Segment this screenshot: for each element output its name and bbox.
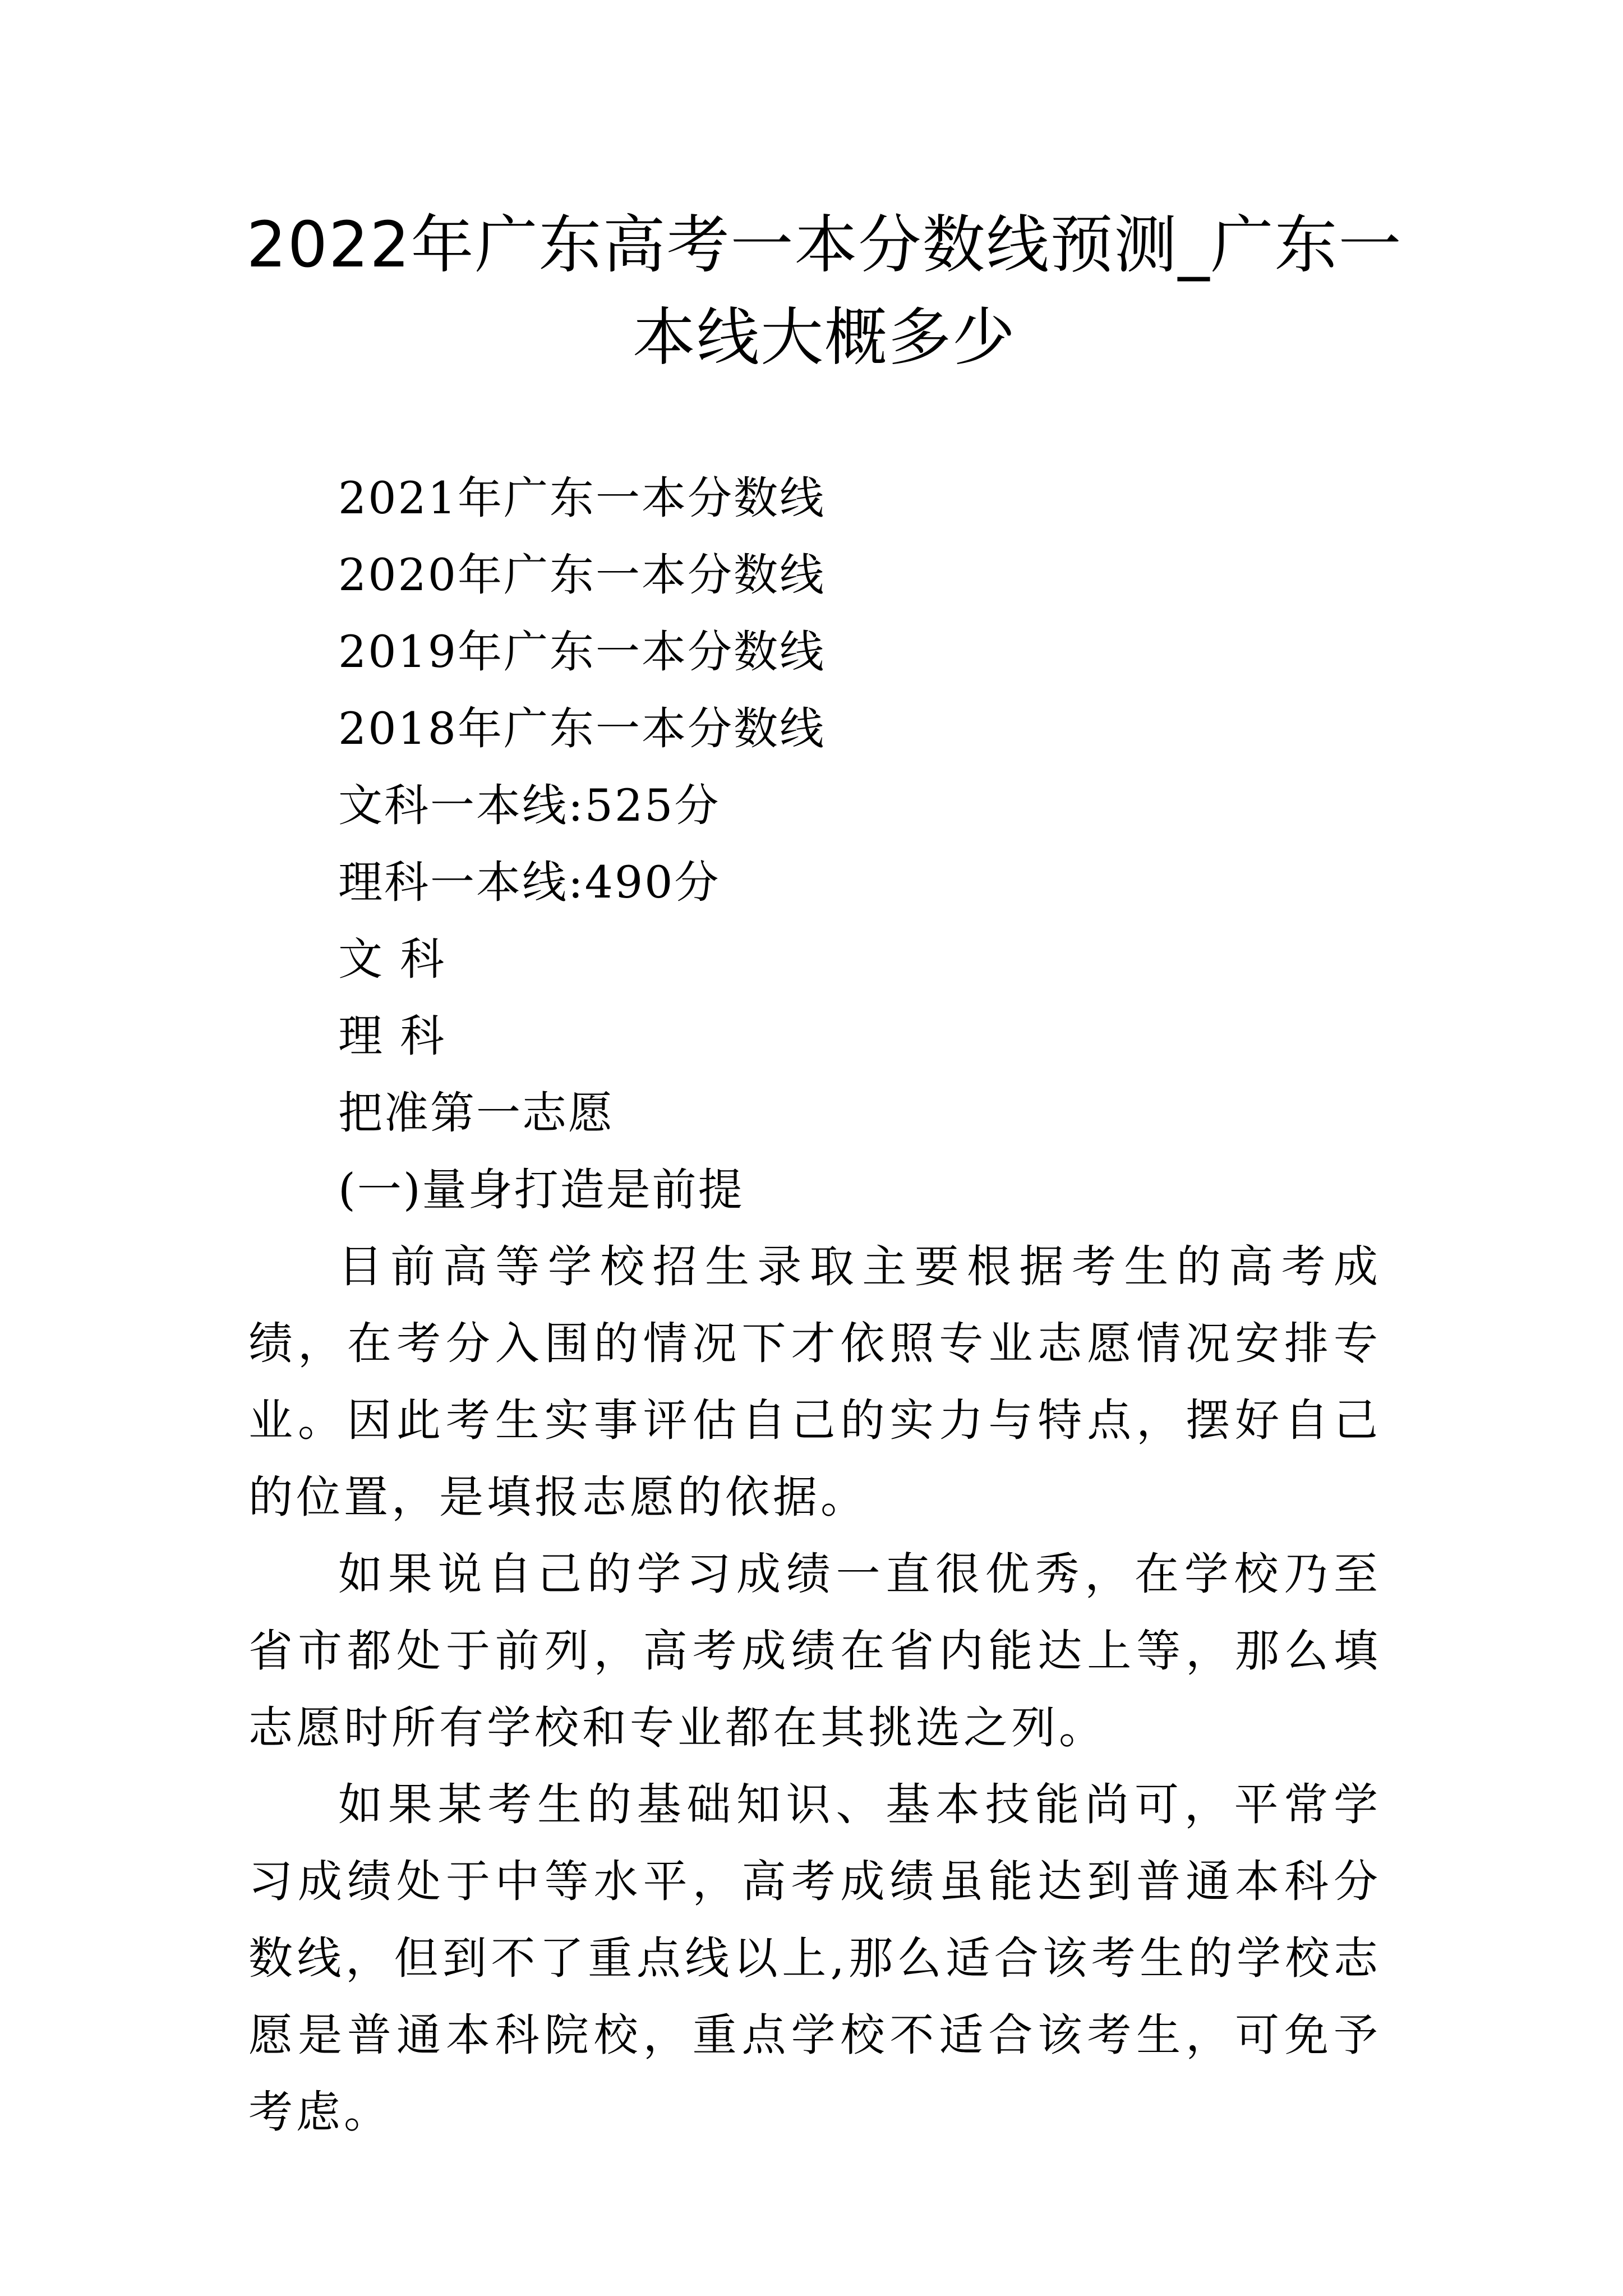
liberal-arts-cutoff-line: 文科一本线:525分 bbox=[338, 780, 721, 831]
science-cutoff-line: 理科一本线:490分 bbox=[338, 857, 721, 908]
subsection-heading: (一)量身打造是前提 bbox=[338, 1164, 744, 1216]
body-paragraph: 如果某考生的基础知识、基本技能尚可，平常学习成绩处于中等水平，高考成绩虽能达到普通本科分数线，但到不了重点线以上,那么适合该考生的学校志愿是普通本科院校，重点学校不适合该考生，可免予考虑。 bbox=[248, 1779, 1381, 2138]
body-paragraph: 如果说自己的学习成绩一直很优秀，在学校乃至省市都处于前列，高考成绩在省内能达上等，那么填志愿时所有学校和专业都在其挑选之列。 bbox=[248, 1548, 1381, 1754]
heading-line-2018: 2018年广东一本分数线 bbox=[338, 703, 826, 754]
liberal-arts-label: 文 科 bbox=[338, 933, 446, 985]
document-title: 2022年广东高考一本分数线预测_广东一本线大概多少 bbox=[246, 209, 1403, 374]
section-heading: 把准第一志愿 bbox=[338, 1087, 614, 1139]
heading-line-2020: 2020年广东一本分数线 bbox=[338, 549, 826, 601]
document-body bbox=[248, 460, 1381, 2151]
science-label: 理 科 bbox=[338, 1010, 446, 1062]
heading-line-2021: 2021年广东一本分数线 bbox=[338, 472, 826, 524]
body-paragraph: 目前高等学校招生录取主要根据考生的高考成绩，在考分入围的情况下才依照专业志愿情况安排专业。因此考生实事评估自己的实力与特点，摆好自己的位置，是填报志愿的依据。 bbox=[248, 1241, 1381, 1523]
heading-line-2019: 2019年广东一本分数线 bbox=[338, 626, 826, 678]
